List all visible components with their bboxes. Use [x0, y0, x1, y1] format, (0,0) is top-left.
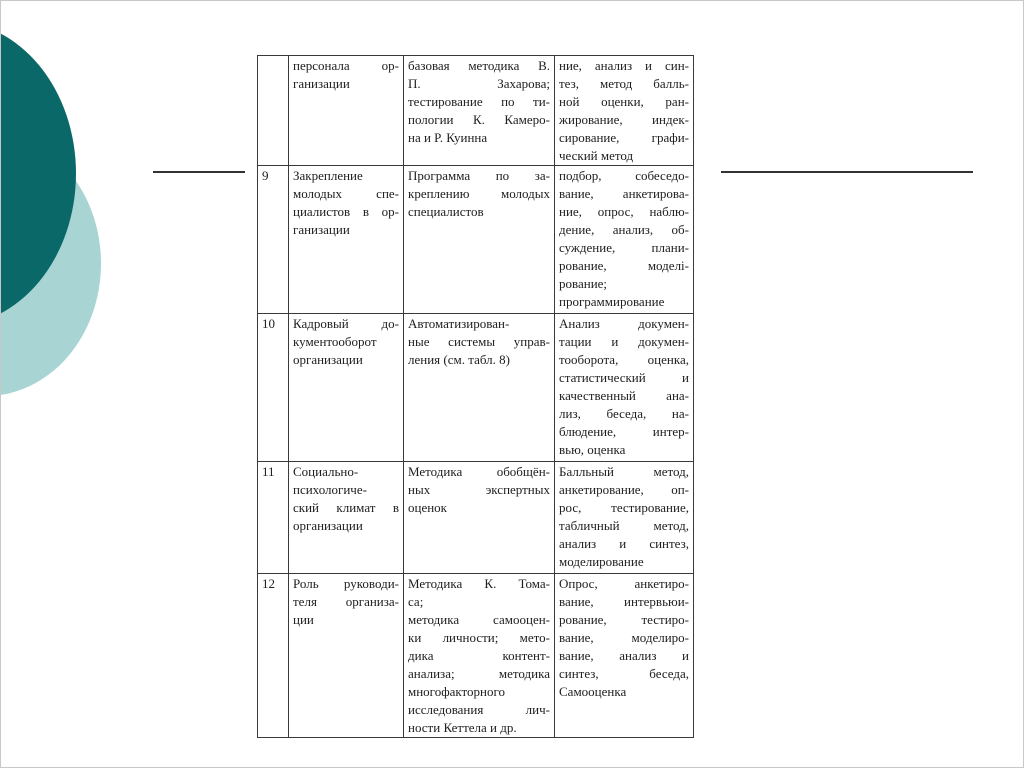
cell-method — [404, 574, 555, 738]
table-body — [258, 56, 694, 738]
row-number: 12 — [258, 574, 289, 738]
cell-method — [404, 314, 555, 462]
cell-line: вание, моделиро- — [559, 630, 689, 645]
cell-line: ные системы управ- — [408, 334, 550, 349]
cell-line: методика самооцен- — [408, 612, 550, 627]
cell-area — [289, 314, 404, 462]
cell-line: П. Захарова; — [408, 76, 550, 91]
cell-area — [289, 462, 404, 574]
row-number: 9 — [258, 166, 289, 314]
cell-line: тооборота, оценка, — [559, 352, 689, 367]
cell-line: ние, анализ и син- — [559, 58, 689, 73]
cell-line: рование, моделі- — [559, 258, 689, 273]
table-row — [258, 166, 694, 314]
cell-line: рование, тестиро- — [559, 612, 689, 627]
title-rule-right — [721, 171, 973, 173]
cell-method — [404, 56, 555, 166]
cell-techniques — [555, 314, 694, 462]
table-row — [258, 56, 694, 166]
cell-line: дика контент- — [408, 648, 550, 663]
cell-line: Роль руководи- — [293, 576, 399, 591]
cell-method — [404, 462, 555, 574]
cell-line: многофакторного — [408, 684, 506, 699]
cell-line: вание, анализ и — [559, 648, 689, 663]
cell-line: Самооценка — [559, 684, 627, 699]
cell-line: психологиче- — [293, 482, 367, 497]
cell-line: дение, анализ, об- — [559, 222, 689, 237]
cell-line: ной оценки, ран- — [559, 94, 689, 109]
cell-line: Методика обобщён- — [408, 464, 550, 479]
cell-area — [289, 574, 404, 738]
cell-line: Опрос, анкетиро- — [559, 576, 689, 591]
cell-line: ческий метод — [559, 148, 634, 163]
cell-line: подбор, собеседо- — [559, 168, 689, 183]
cell-line: персонала ор- — [293, 58, 399, 73]
title-rule-left — [153, 171, 245, 173]
cell-line: теля организа- — [293, 594, 399, 609]
cell-line: Анализ докумен- — [559, 316, 689, 331]
cell-line: ных экспертных — [408, 482, 550, 497]
cell-line: ления (см. табл. 8) — [408, 352, 510, 367]
cell-line: Социально- — [293, 464, 359, 479]
cell-line: исследования лич- — [408, 702, 550, 717]
row-number: 10 — [258, 314, 289, 462]
cell-line: циалистов в ор- — [293, 204, 399, 219]
cell-line: статистический и — [559, 370, 689, 385]
cell-line: тации и докумен- — [559, 334, 689, 349]
cell-area — [289, 166, 404, 314]
cell-line: суждение, плани- — [559, 240, 689, 255]
cell-line: тез, метод балль- — [559, 76, 689, 91]
cell-line: синтез, беседа, — [559, 666, 689, 681]
table-row — [258, 314, 694, 462]
cell-line: моделирование — [559, 554, 644, 569]
cell-line: ки личности; мето- — [408, 630, 550, 645]
cell-techniques — [555, 56, 694, 166]
cell-techniques — [555, 462, 694, 574]
cell-techniques — [555, 574, 694, 738]
cell-line: ние, опрос, наблю- — [559, 204, 689, 219]
cell-line: Балльный метод, — [559, 464, 689, 479]
cell-line: на и Р. Куинна — [408, 130, 488, 145]
cell-line: креплению молодых — [408, 186, 550, 201]
document-table — [257, 55, 694, 738]
cell-line: кументооборот — [293, 334, 377, 349]
cell-line: анкетирование, оп- — [559, 482, 689, 497]
cell-line: базовая методика В. — [408, 58, 550, 73]
cell-line: анализ и синтез, — [559, 536, 689, 551]
cell-line: Кадровый до- — [293, 316, 399, 331]
table-row — [258, 574, 694, 738]
row-number — [258, 56, 289, 166]
cell-line: организации — [293, 352, 363, 367]
cell-line: анализа; методика — [408, 666, 550, 681]
cell-line: Методика К. Тома- — [408, 576, 550, 591]
cell-line: программирование — [559, 294, 665, 309]
cell-line: специалистов — [408, 204, 484, 219]
cell-line: оценок — [408, 500, 447, 515]
cell-method — [404, 166, 555, 314]
cell-line: жирование, индек- — [559, 112, 689, 127]
cell-line: рование; — [559, 276, 608, 291]
cell-line: пологии К. Камеро- — [408, 112, 550, 127]
cell-line: сирование, графи- — [559, 130, 689, 145]
cell-line: вание, интервьюи- — [559, 594, 689, 609]
cell-techniques — [555, 166, 694, 314]
cell-line: ности Кеттела и др. — [408, 720, 517, 735]
cell-line: ганизации — [293, 76, 350, 91]
cell-line: вание, анкетирова- — [559, 186, 689, 201]
cell-line: ганизации — [293, 222, 350, 237]
cell-line: вью, оценка — [559, 442, 626, 457]
cell-line: рос, тестирование, — [559, 500, 689, 515]
cell-line: Закрепление — [293, 168, 363, 183]
cell-line: молодых спе- — [293, 186, 399, 201]
cell-line: качественный ана- — [559, 388, 689, 403]
cell-line: лиз, беседа, на- — [559, 406, 689, 421]
cell-line: ции — [293, 612, 314, 627]
cell-line: са; — [408, 594, 424, 609]
cell-line: тестирование по ти- — [408, 94, 550, 109]
table-row — [258, 462, 694, 574]
cell-line: Программа по за- — [408, 168, 550, 183]
row-number: 11 — [258, 462, 289, 574]
cell-line: блюдение, интер- — [559, 424, 689, 439]
cell-line: Автоматизирован- — [408, 316, 510, 331]
cell-area — [289, 56, 404, 166]
cell-line: ский климат в — [293, 500, 399, 515]
cell-line: табличный метод, — [559, 518, 689, 533]
cell-line: организации — [293, 518, 363, 533]
